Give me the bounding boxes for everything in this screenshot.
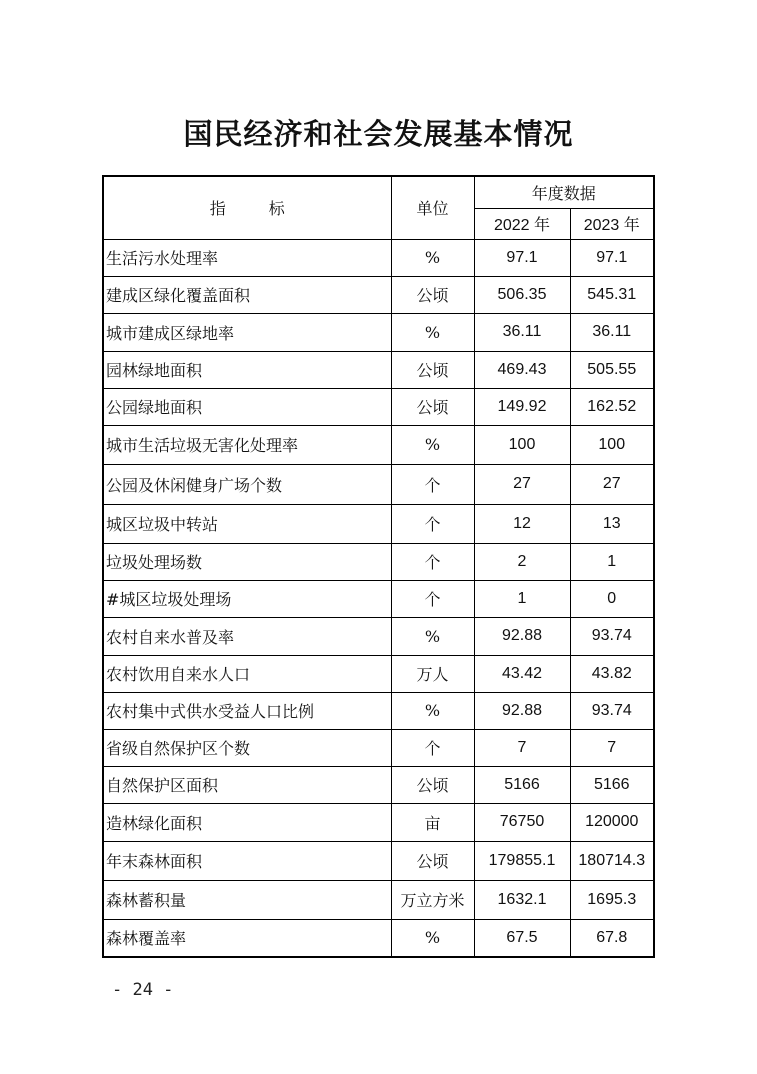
- unit-cell: %: [391, 313, 474, 351]
- unit-cell: 公顷: [391, 841, 474, 880]
- unit-cell: %: [391, 692, 474, 729]
- value-2022-cell: 179855.1: [474, 841, 570, 880]
- unit-cell: %: [391, 617, 474, 655]
- unit-cell: 个: [391, 543, 474, 580]
- table-row: [103, 504, 654, 543]
- value-2022-cell: 36.11: [474, 313, 570, 351]
- header-unit: 单位: [391, 176, 474, 239]
- table-row: [103, 276, 654, 313]
- table-row: [103, 425, 654, 464]
- value-2022-cell: 1: [474, 580, 570, 617]
- table-row: [103, 388, 654, 425]
- value-2022-cell: 76750: [474, 803, 570, 841]
- value-2023-cell: 100: [570, 425, 654, 464]
- table-row: [103, 766, 654, 803]
- value-2022-cell: 469.43: [474, 351, 570, 388]
- page-title: 国民经济和社会发展基本情况: [183, 117, 574, 151]
- value-2022-cell: 67.5: [474, 919, 570, 957]
- unit-cell: 公顷: [391, 276, 474, 313]
- indicator-name-cell: 造林绿化面积: [103, 803, 391, 841]
- indicator-name-cell: 自然保护区面积: [103, 766, 391, 803]
- indicator-name-cell: #城区垃圾处理场: [103, 580, 391, 617]
- table-row: [103, 464, 654, 504]
- value-2023-cell: 27: [570, 464, 654, 504]
- value-2023-cell: 1695.3: [570, 880, 654, 919]
- value-2023-cell: 67.8: [570, 919, 654, 957]
- unit-cell: 万人: [391, 655, 474, 692]
- value-2023-cell: 120000: [570, 803, 654, 841]
- unit-cell: 公顷: [391, 351, 474, 388]
- indicator-name-cell: 公园绿地面积: [103, 388, 391, 425]
- indicator-name-cell: 城市建成区绿地率: [103, 313, 391, 351]
- unit-cell: 公顷: [391, 766, 474, 803]
- value-2023-cell: 180714.3: [570, 841, 654, 880]
- unit-cell: 亩: [391, 803, 474, 841]
- table-row: [103, 803, 654, 841]
- value-2023-cell: 93.74: [570, 617, 654, 655]
- indicator-name-cell: 农村集中式供水受益人口比例: [103, 692, 391, 729]
- table-row: [103, 729, 654, 766]
- table-row: [103, 841, 654, 880]
- indicator-name-cell: 年末森林面积: [103, 841, 391, 880]
- table-row: [103, 580, 654, 617]
- value-2022-cell: 43.42: [474, 655, 570, 692]
- unit-cell: 个: [391, 580, 474, 617]
- unit-cell: 万立方米: [391, 880, 474, 919]
- table-body: [103, 239, 654, 957]
- unit-cell: 个: [391, 504, 474, 543]
- value-2023-cell: 43.82: [570, 655, 654, 692]
- value-2022-cell: 149.92: [474, 388, 570, 425]
- unit-cell: %: [391, 919, 474, 957]
- indicator-name-cell: 城区垃圾中转站: [103, 504, 391, 543]
- table-row: [103, 692, 654, 729]
- table-row: [103, 880, 654, 919]
- table-row: [103, 239, 654, 276]
- value-2022-cell: 2: [474, 543, 570, 580]
- value-2023-cell: 97.1: [570, 239, 654, 276]
- table-row: [103, 351, 654, 388]
- value-2023-cell: 7: [570, 729, 654, 766]
- unit-cell: 个: [391, 729, 474, 766]
- table-row: [103, 617, 654, 655]
- page-number: - 24 -: [112, 980, 174, 1000]
- indicator-name-cell: 建成区绿化覆盖面积: [103, 276, 391, 313]
- value-2023-cell: 36.11: [570, 313, 654, 351]
- unit-cell: %: [391, 425, 474, 464]
- unit-cell: 个: [391, 464, 474, 504]
- value-2023-cell: 13: [570, 504, 654, 543]
- header-year-2023: 2023 年: [570, 208, 654, 239]
- value-2022-cell: 506.35: [474, 276, 570, 313]
- value-2023-cell: 5166: [570, 766, 654, 803]
- value-2023-cell: 1: [570, 543, 654, 580]
- value-2023-cell: 162.52: [570, 388, 654, 425]
- value-2022-cell: 1632.1: [474, 880, 570, 919]
- indicator-name-cell: 垃圾处理场数: [103, 543, 391, 580]
- header-year-2022: 2022 年: [474, 208, 570, 239]
- indicator-name-cell: 园林绿地面积: [103, 351, 391, 388]
- indicator-name-cell: 省级自然保护区个数: [103, 729, 391, 766]
- value-2023-cell: 93.74: [570, 692, 654, 729]
- table-row: [103, 543, 654, 580]
- indicator-name-cell: 城市生活垃圾无害化处理率: [103, 425, 391, 464]
- unit-cell: %: [391, 239, 474, 276]
- indicator-name-cell: 农村自来水普及率: [103, 617, 391, 655]
- unit-cell: 公顷: [391, 388, 474, 425]
- indicator-name-cell: 森林覆盖率: [103, 919, 391, 957]
- value-2022-cell: 92.88: [474, 617, 570, 655]
- value-2022-cell: 100: [474, 425, 570, 464]
- value-2023-cell: 0: [570, 580, 654, 617]
- value-2022-cell: 27: [474, 464, 570, 504]
- header-annual-data: 年度数据: [474, 176, 654, 208]
- table-row: [103, 313, 654, 351]
- value-2022-cell: 7: [474, 729, 570, 766]
- indicator-name-cell: 生活污水处理率: [103, 239, 391, 276]
- value-2022-cell: 12: [474, 504, 570, 543]
- header-indicator: 指 标: [103, 176, 391, 239]
- table-row: [103, 919, 654, 957]
- statistics-table: [102, 175, 655, 958]
- value-2023-cell: 505.55: [570, 351, 654, 388]
- value-2023-cell: 545.31: [570, 276, 654, 313]
- table-row: [103, 655, 654, 692]
- indicator-name-cell: 公园及休闲健身广场个数: [103, 464, 391, 504]
- indicator-name-cell: 农村饮用自来水人口: [103, 655, 391, 692]
- value-2022-cell: 5166: [474, 766, 570, 803]
- indicator-name-cell: 森林蓄积量: [103, 880, 391, 919]
- value-2022-cell: 97.1: [474, 239, 570, 276]
- value-2022-cell: 92.88: [474, 692, 570, 729]
